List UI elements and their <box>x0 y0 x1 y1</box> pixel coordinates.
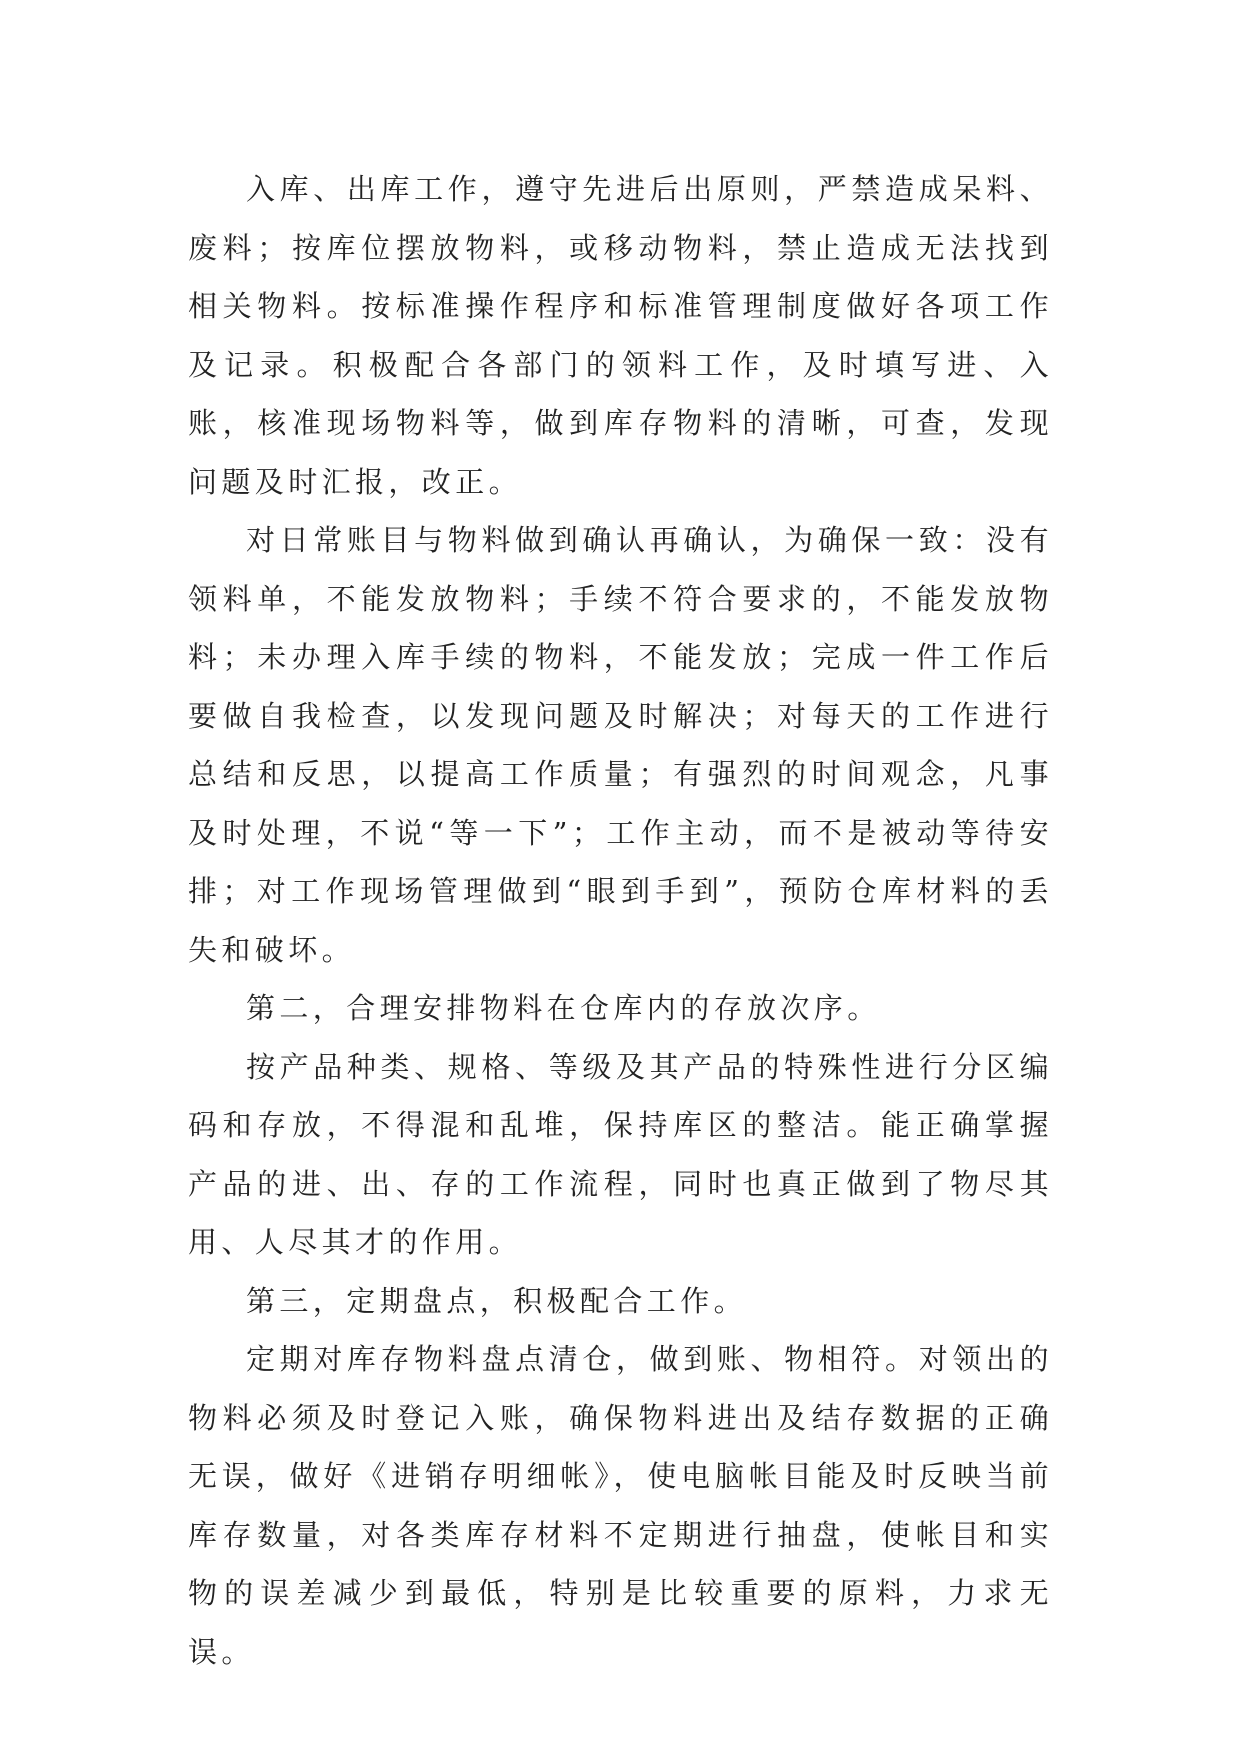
paragraph-heading-second: 第二，合理安排物料在仓库内的存放次序。 <box>246 991 881 1025</box>
document-body <box>188 160 1053 1681</box>
paragraph-storage-order: 按产品种类、规格、等级及其产品的特殊性进行分区编码和存放，不得混和乱堆，保持库区的整洁。能正确掌握产品的进、出、存的工作流程，同时也真正做到了物尽其用、人尽其才的作用。 <box>188 1049 1053 1259</box>
paragraph-account-check: 对日常账目与物料做到确认再确认，为确保一致：没有领料单，不能发放物料；手续不符合要求的，不能发放物料；未办理入库手续的物料，不能发放；完成一件工作后要做自我检查，以发现问题及时解决；对每天的工作进行总结和反思，以提高工作质量；有强烈的时间观念，凡事及时处理，不说“等一下”；工作主动，而不是被动等待安排；对工作现场管理做到“眼到手到”，预防仓库材料的丢失和破坏。 <box>188 523 1053 967</box>
paragraph-inventory-count: 定期对库存物料盘点清仓，做到账、物相符。对领出的物料必须及时登记入账，确保物料进出及结存数据的正确无误，做好《进销存明细帐》，使电脑帐目能及时反映当前库存数量，对各类库存材料不定期进行抽盘，使帐目和实物的误差减少到最低，特别是比较重要的原料，力求无误。 <box>188 1342 1053 1669</box>
paragraph-warehouse-in-out: 入库、出库工作，遵守先进后出原则，严禁造成呆料、废料；按库位摆放物料，或移动物料，禁止造成无法找到相关物料。按标准操作程序和标准管理制度做好各项工作及记录。积极配合各部门的领料工作，及时填写进、入账，核准现场物料等，做到库存物料的清晰，可查，发现问题及时汇报，改正。 <box>188 172 1053 499</box>
paragraph-heading-third: 第三，定期盘点，积极配合工作。 <box>246 1283 748 1318</box>
